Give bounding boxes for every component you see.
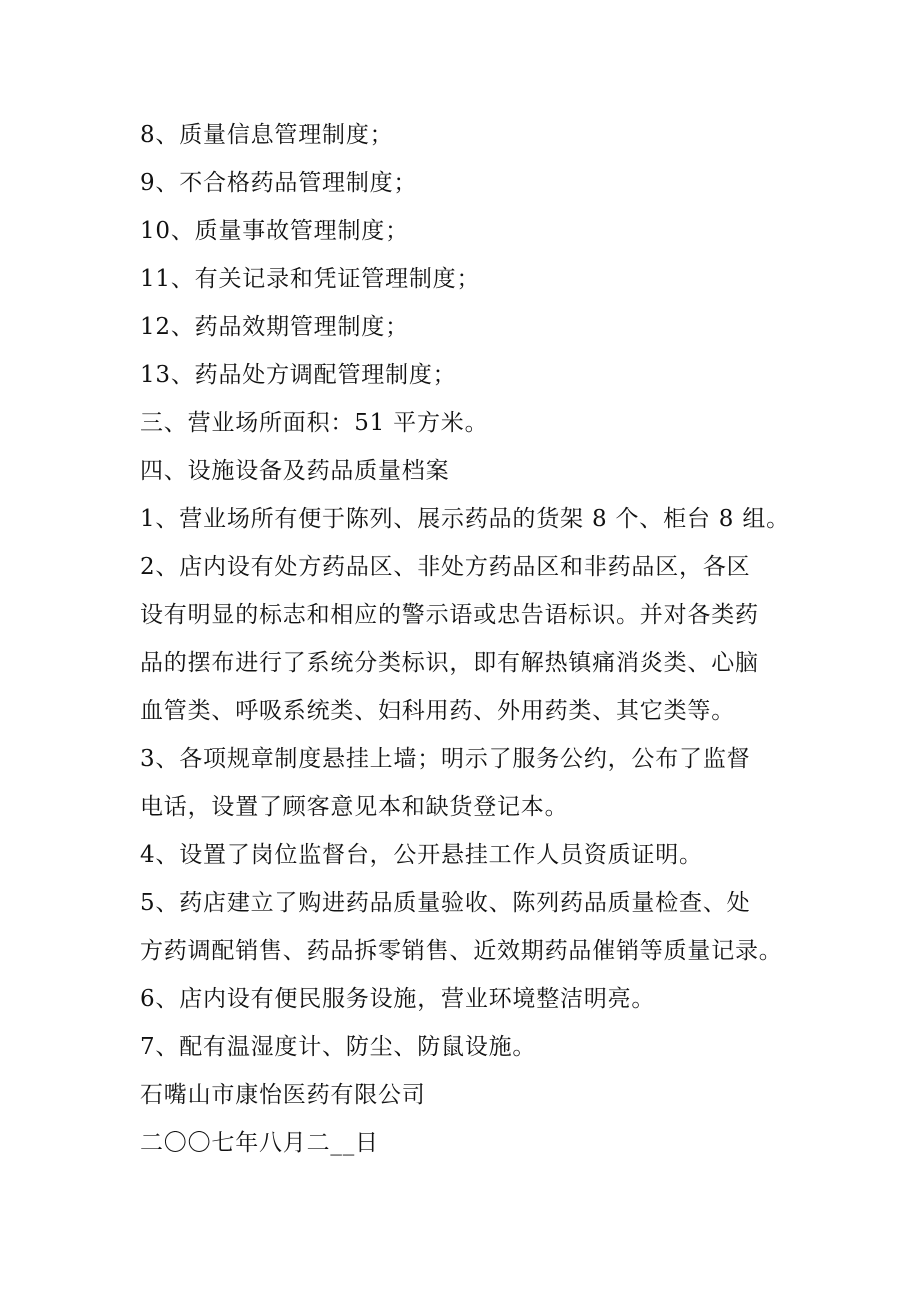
facility-item-5-line-1: 5、药店建立了购进药品质量验收、陈列药品质量检查、处: [140, 890, 751, 916]
item-11-records: 11、有关记录和凭证管理制度；: [140, 266, 481, 292]
item-9-unqualified-drugs: 9、不合格药品管理制度；: [140, 170, 418, 196]
facility-item-2-line-2: 设有明显的标志和相应的警示语或忠告语标识。并对各类药: [140, 602, 759, 628]
section-4-heading: 四、设施设备及药品质量档案: [140, 458, 450, 484]
item-13-prescription: 13、药品处方调配管理制度；: [140, 362, 457, 388]
facility-item-2-line-3: 品的摆布进行了系统分类标识，即有解热镇痛消炎类、心脑: [140, 650, 759, 676]
facility-item-4: 4、设置了岗位监督台，公开悬挂工作人员资质证明。: [140, 842, 703, 868]
document-date: 二〇〇七年八月二__日: [140, 1130, 379, 1156]
item-8-quality-info: 8、质量信息管理制度；: [140, 122, 394, 148]
facility-item-2-line-4: 血管类、呼吸系统类、妇科用药、外用药类、其它类等。: [140, 698, 735, 724]
facility-item-3-line-1: 3、各项规章制度悬挂上墙；明示了服务公约，公布了监督: [140, 746, 751, 772]
facility-item-1: 1、营业场所有便于陈列、展示药品的货架 8 个、柜台 8 组。: [140, 506, 790, 532]
item-10-quality-accident: 10、质量事故管理制度；: [140, 218, 409, 244]
facility-item-5-line-2: 方药调配销售、药品拆零销售、近效期药品催销等质量记录。: [140, 938, 783, 964]
facility-item-6: 6、店内设有便民服务设施，营业环境整洁明亮。: [140, 986, 656, 1012]
item-12-expiry: 12、药品效期管理制度；: [140, 314, 409, 340]
company-name: 石嘴山市康怡医药有限公司: [140, 1082, 426, 1108]
facility-item-2-line-1: 2、店内设有处方药品区、非处方药品区和非药品区，各区: [140, 554, 751, 580]
section-3-area: 三、营业场所面积：51 平方米。: [140, 410, 489, 436]
facility-item-7: 7、配有温湿度计、防尘、防鼠设施。: [140, 1034, 537, 1060]
facility-item-3-line-2: 电话，设置了顾客意见本和缺货登记本。: [140, 794, 569, 820]
